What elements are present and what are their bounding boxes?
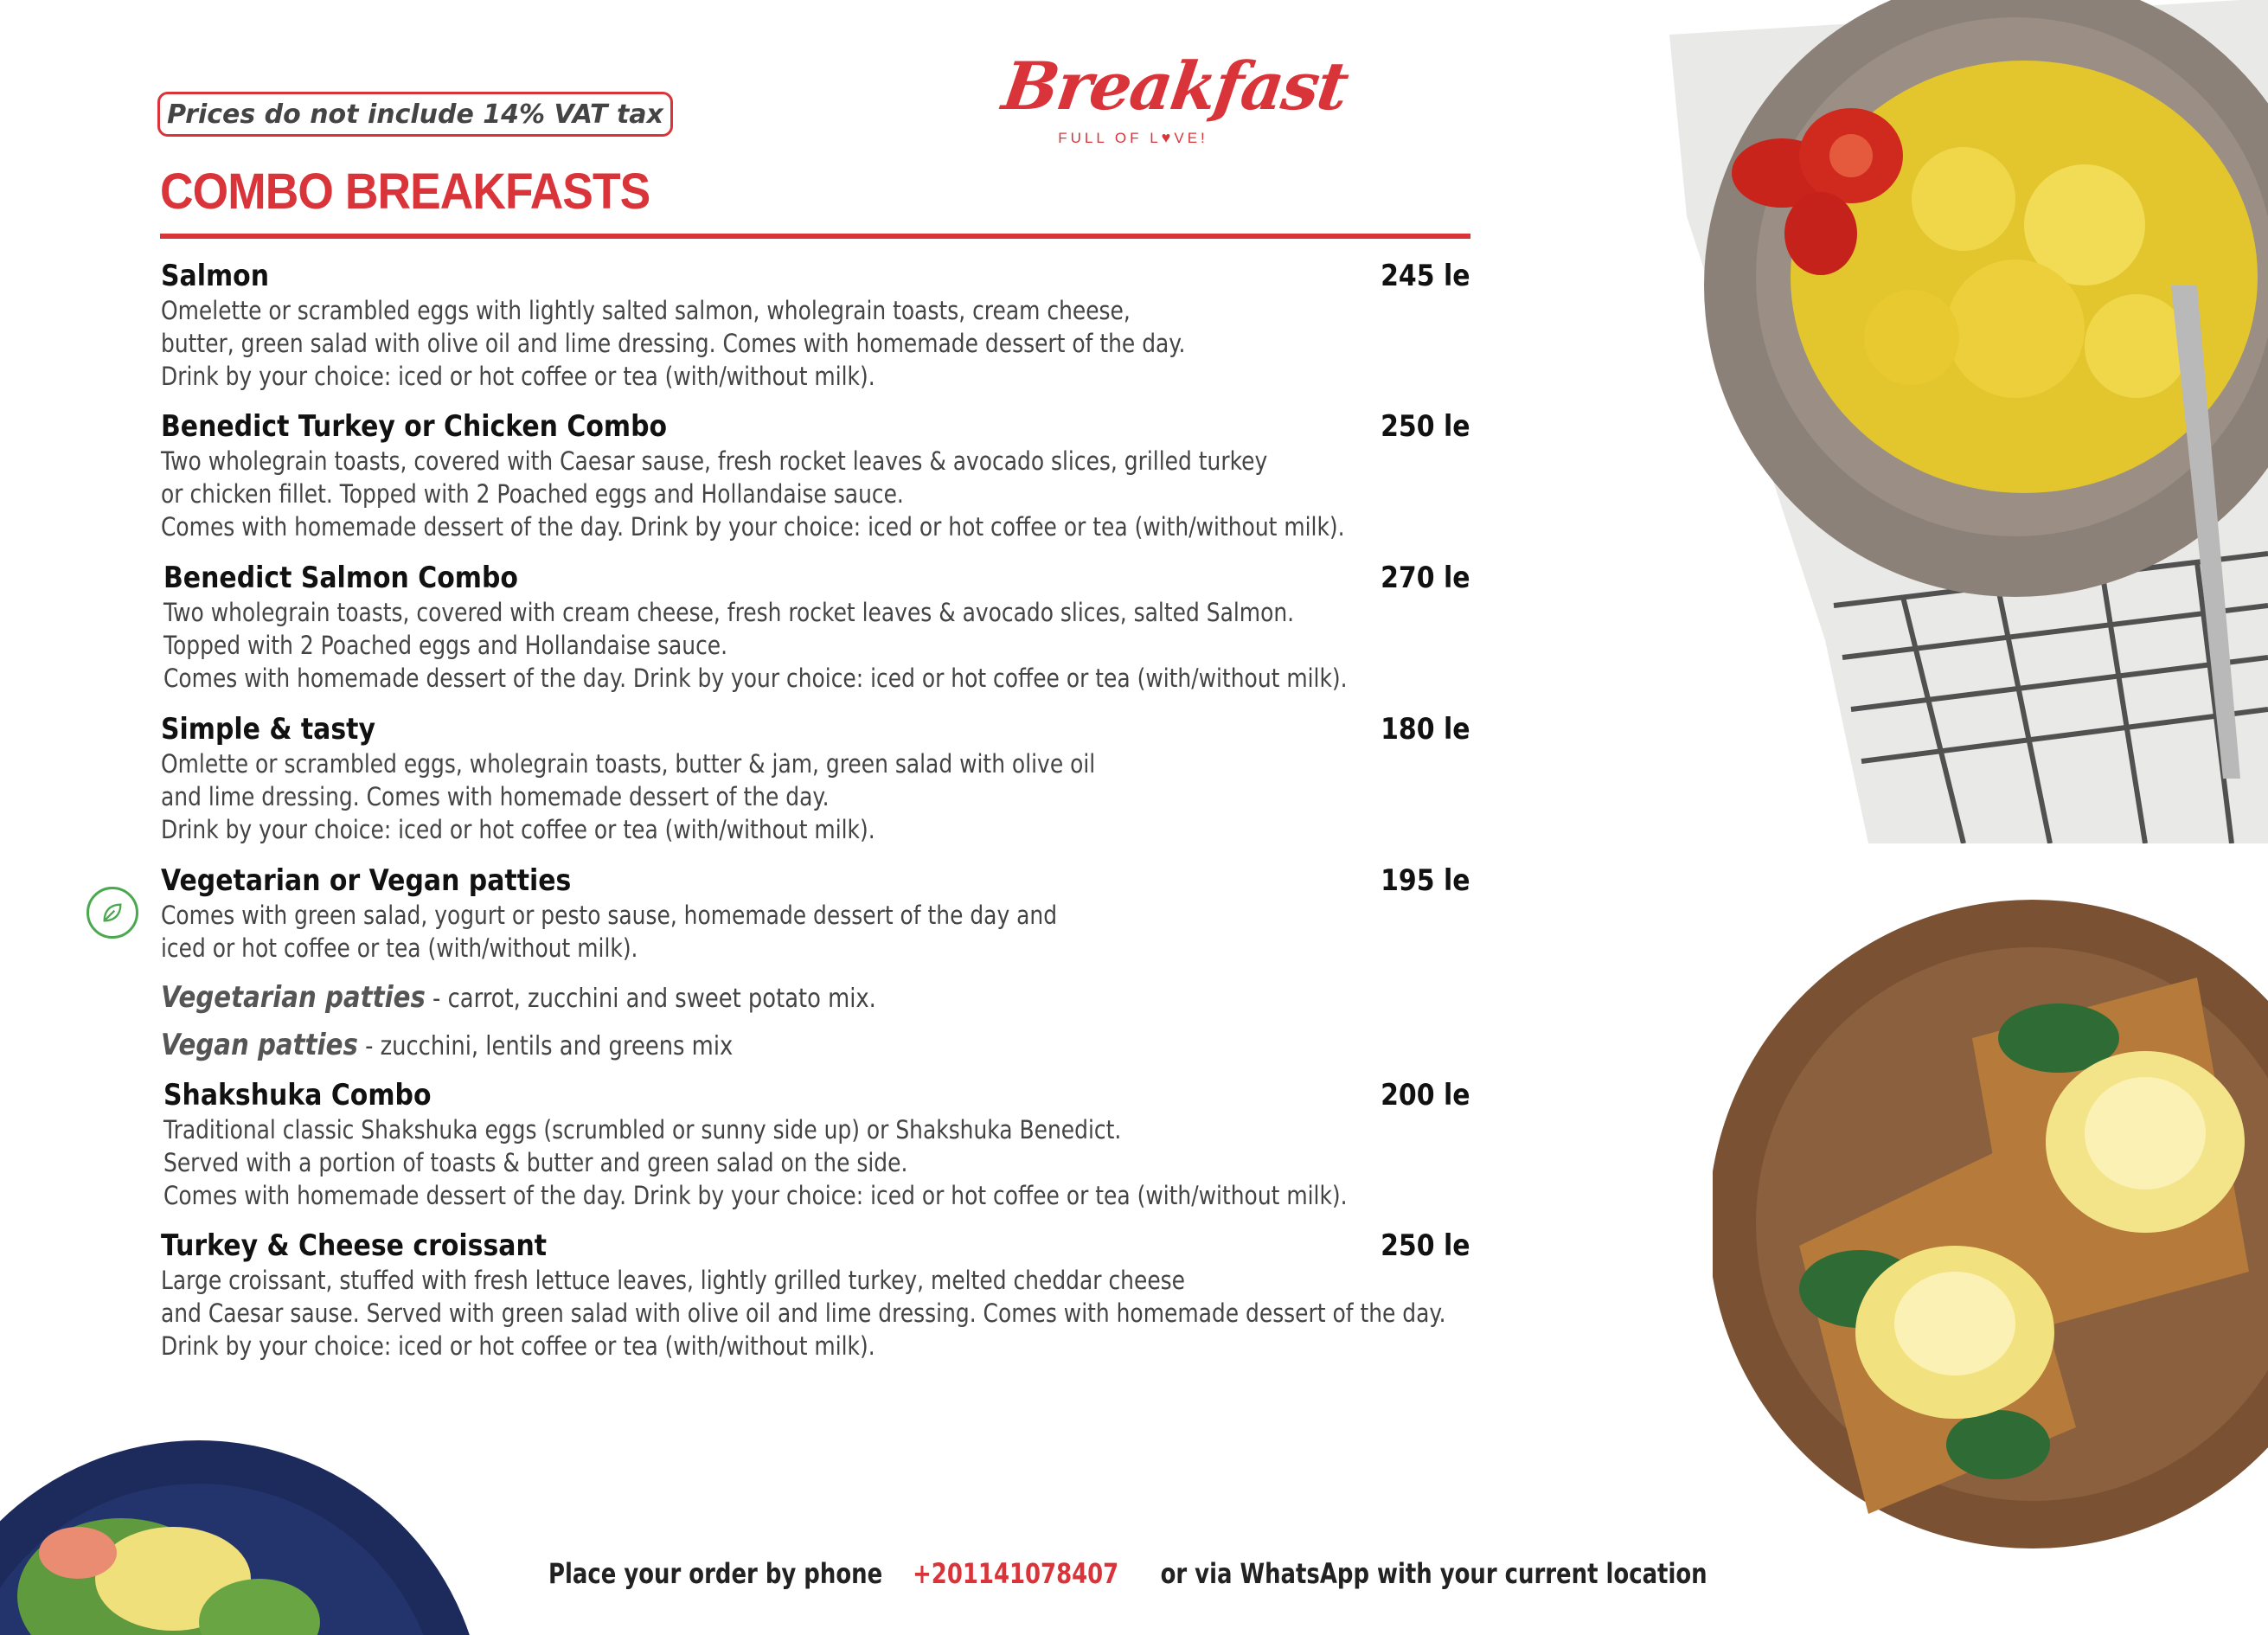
item-desc-line: Omelette or scrambled eggs with lightly salted salmon, wholegrain toasts, cream cheese, (161, 296, 1131, 325)
vat-notice-text: Prices do not include 14% VAT tax (167, 99, 663, 130)
item-price: 250 le (1381, 409, 1470, 444)
eggs-benedict-photo (1713, 891, 2268, 1566)
section-title: COMBO BREAKFASTS (160, 164, 650, 220)
item-price: 195 le (1381, 863, 1470, 898)
item-desc-line: Comes with homemade dessert of the day. Drink by your choice: iced or hot coffee or tea (with/without milk). (161, 512, 1345, 542)
item-desc-line: iced or hot coffee or tea (with/without milk). (161, 933, 638, 963)
menu-item (161, 1228, 1562, 1362)
variant-text: zucchini, lentils and greens mix (380, 1031, 734, 1061)
item-name: Turkey & Cheese croissant (161, 1228, 548, 1263)
variant-separator: - (425, 984, 448, 1014)
item-name: Simple & tasty (161, 712, 375, 747)
footer-after: or via WhatsApp with your current location (1160, 1557, 1707, 1590)
item-desc-line: Two wholegrain toasts, covered with Caesar sause, fresh rocket leaves & avocado slices, grilled turkey (161, 446, 1268, 476)
item-name: Vegetarian or Vegan patties (161, 863, 572, 898)
item-desc-line: or chicken fillet. Topped with 2 Poached eggs and Hollandaise sauce. (161, 479, 904, 509)
vegan-badge (86, 887, 138, 939)
logo-tagline-b: VE! (1174, 130, 1208, 146)
variant-line (161, 980, 876, 1015)
item-desc-line: Drink by your choice: iced or hot coffee or tea (with/without milk). (161, 362, 875, 391)
order-footer (0, 1557, 2268, 1590)
item-price: 250 le (1381, 1228, 1470, 1263)
item-price: 270 le (1381, 561, 1470, 595)
item-desc-line: Served with a portion of toasts & butter and green salad on the side. (163, 1148, 908, 1177)
logo-tagline-a: FULL OF L (1058, 130, 1162, 146)
item-desc-line: Two wholegrain toasts, covered with cream cheese, fresh rocket leaves & avocado slices, salted Salmon. (163, 598, 1295, 627)
item-desc-line: Comes with homemade dessert of the day. Drink by your choice: iced or hot coffee or tea (with/without milk). (163, 664, 1348, 693)
item-desc-line: and lime dressing. Comes with homemade dessert of the day. (161, 782, 830, 811)
item-desc-line: and Caesar sause. Served with green salad with olive oil and lime dressing. Comes with homemade dessert of the day. (161, 1298, 1446, 1328)
variant-label: Vegan patties (161, 1028, 358, 1062)
item-desc-line: Drink by your choice: iced or hot coffee or tea (with/without milk). (161, 1331, 875, 1361)
item-name: Benedict Salmon Combo (163, 561, 518, 595)
item-desc-line: Comes with green salad, yogurt or pesto sause, homemade dessert of the day and (161, 901, 1058, 930)
item-desc-line: Comes with homemade dessert of the day. Drink by your choice: iced or hot coffee or tea (with/without milk). (163, 1181, 1348, 1210)
salad-plate-photo (0, 1380, 484, 1635)
heart-icon: ♥ (1161, 129, 1175, 146)
item-desc-line: Large croissant, stuffed with fresh lettuce leaves, lightly grilled turkey, melted cheddar cheese (161, 1266, 1186, 1295)
item-name: Salmon (161, 259, 270, 293)
scrambled-eggs-photo (1635, 0, 2268, 843)
menu-item (163, 1077, 1565, 1212)
item-desc-line: Topped with 2 Poached eggs and Hollandaise sauce. (163, 631, 728, 660)
variant-text: carrot, zucchini and sweet potato mix. (447, 984, 876, 1014)
item-desc-line: Omlette or scrambled eggs, wholegrain toasts, butter & jam, green salad with olive oil (161, 749, 1096, 779)
variant-separator: - (357, 1031, 381, 1061)
menu-item (161, 862, 1562, 965)
footer-line (530, 1557, 1738, 1590)
item-price: 200 le (1381, 1078, 1470, 1112)
item-name: Benedict Turkey or Chicken Combo (161, 409, 668, 444)
item-price: 180 le (1381, 712, 1470, 747)
variant-line (161, 1028, 733, 1062)
menu-item (161, 258, 1562, 393)
logo-word: Breakfast (997, 48, 1352, 125)
item-desc-line: Traditional classic Shakshuka eggs (scrumbled or sunny side up) or Shakshuka Benedict. (163, 1115, 1122, 1144)
menu-item (163, 560, 1565, 695)
item-desc-line: butter, green salad with olive oil and lime dressing. Comes with homemade dessert of the day. (161, 329, 1186, 358)
breakfast-logo (997, 48, 1352, 160)
logo-tagline (1003, 129, 1263, 147)
leaf-icon (100, 901, 125, 925)
menu-item (161, 408, 1562, 543)
variant-label: Vegetarian patties (161, 980, 426, 1015)
title-divider (160, 234, 1470, 239)
phone-number[interactable]: +201141078407 (913, 1557, 1119, 1590)
footer-before: Place your order by phone (548, 1557, 883, 1590)
item-desc-line: Drink by your choice: iced or hot coffee or tea (with/without milk). (161, 815, 875, 844)
item-name: Shakshuka Combo (163, 1078, 432, 1112)
item-price: 245 le (1381, 259, 1470, 293)
menu-item (161, 711, 1562, 846)
vat-notice (157, 92, 673, 137)
